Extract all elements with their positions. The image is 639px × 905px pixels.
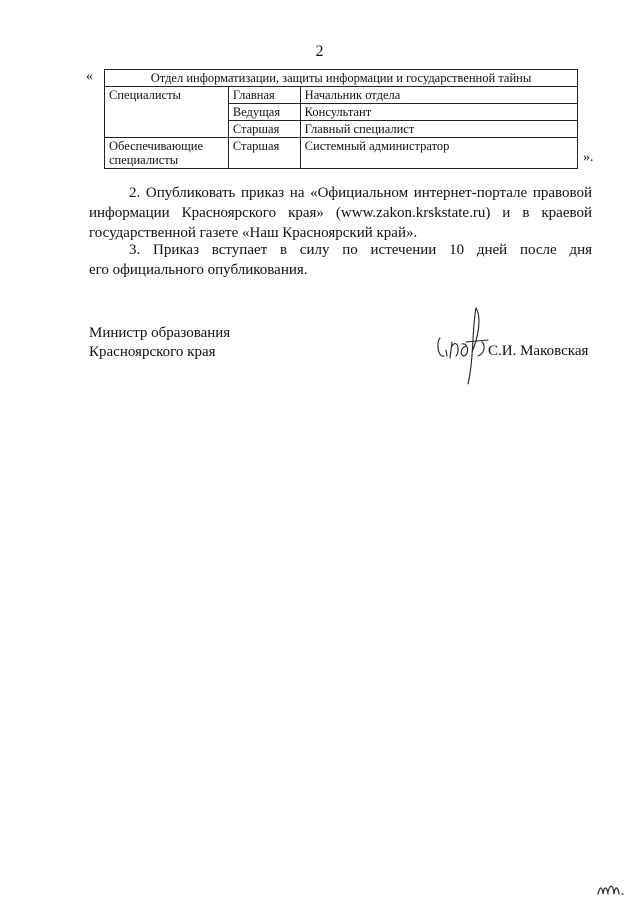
closing-quote: ». [583,150,594,165]
table-row [105,87,578,104]
signatory-title-line-2: Красноярского края [89,344,216,360]
department-name: Отдел информатизации, защиты информации и государственной тайны [105,70,578,87]
position-cell: Начальник отдела [300,87,577,104]
paragraph-3-line-1: 3. Приказ вступает в силу по истечении 10 дней после дня [129,242,592,258]
signatory-name: С.И. Маковская [488,343,589,359]
group-cell: Специалисты [105,87,229,138]
paragraph-2: 2. Опубликовать приказ на «Официальном интернет-портале правовой информации Красноярского края» (www.zakon.krskstate.ru) и в краевой государственной газете «Наш Красноярский край». [89,185,592,241]
opening-quote: « [86,69,93,84]
paragraph-3 [89,240,592,280]
signatory-title-line-1: Министр образования [89,325,231,341]
position-cell: Главный специалист [300,121,577,138]
handwritten-signature [432,298,492,388]
table-row [105,138,578,169]
category-cell: Старшая [228,121,300,138]
position-cell: Консультант [300,104,577,121]
category-cell: Ведущая [228,104,300,121]
table-header-row [105,70,578,87]
positions-table [104,69,578,169]
category-cell: Старшая [228,138,300,169]
signatory-title [89,324,230,362]
paragraph-3-line-2: его официального опубликования. [89,262,308,278]
position-cell: Системный администратор [300,138,577,169]
group-cell: Обеспечивающие специалисты [105,138,229,169]
page-number: 2 [315,43,324,60]
category-cell: Главная [228,87,300,104]
handwritten-initials-mark [596,880,626,898]
